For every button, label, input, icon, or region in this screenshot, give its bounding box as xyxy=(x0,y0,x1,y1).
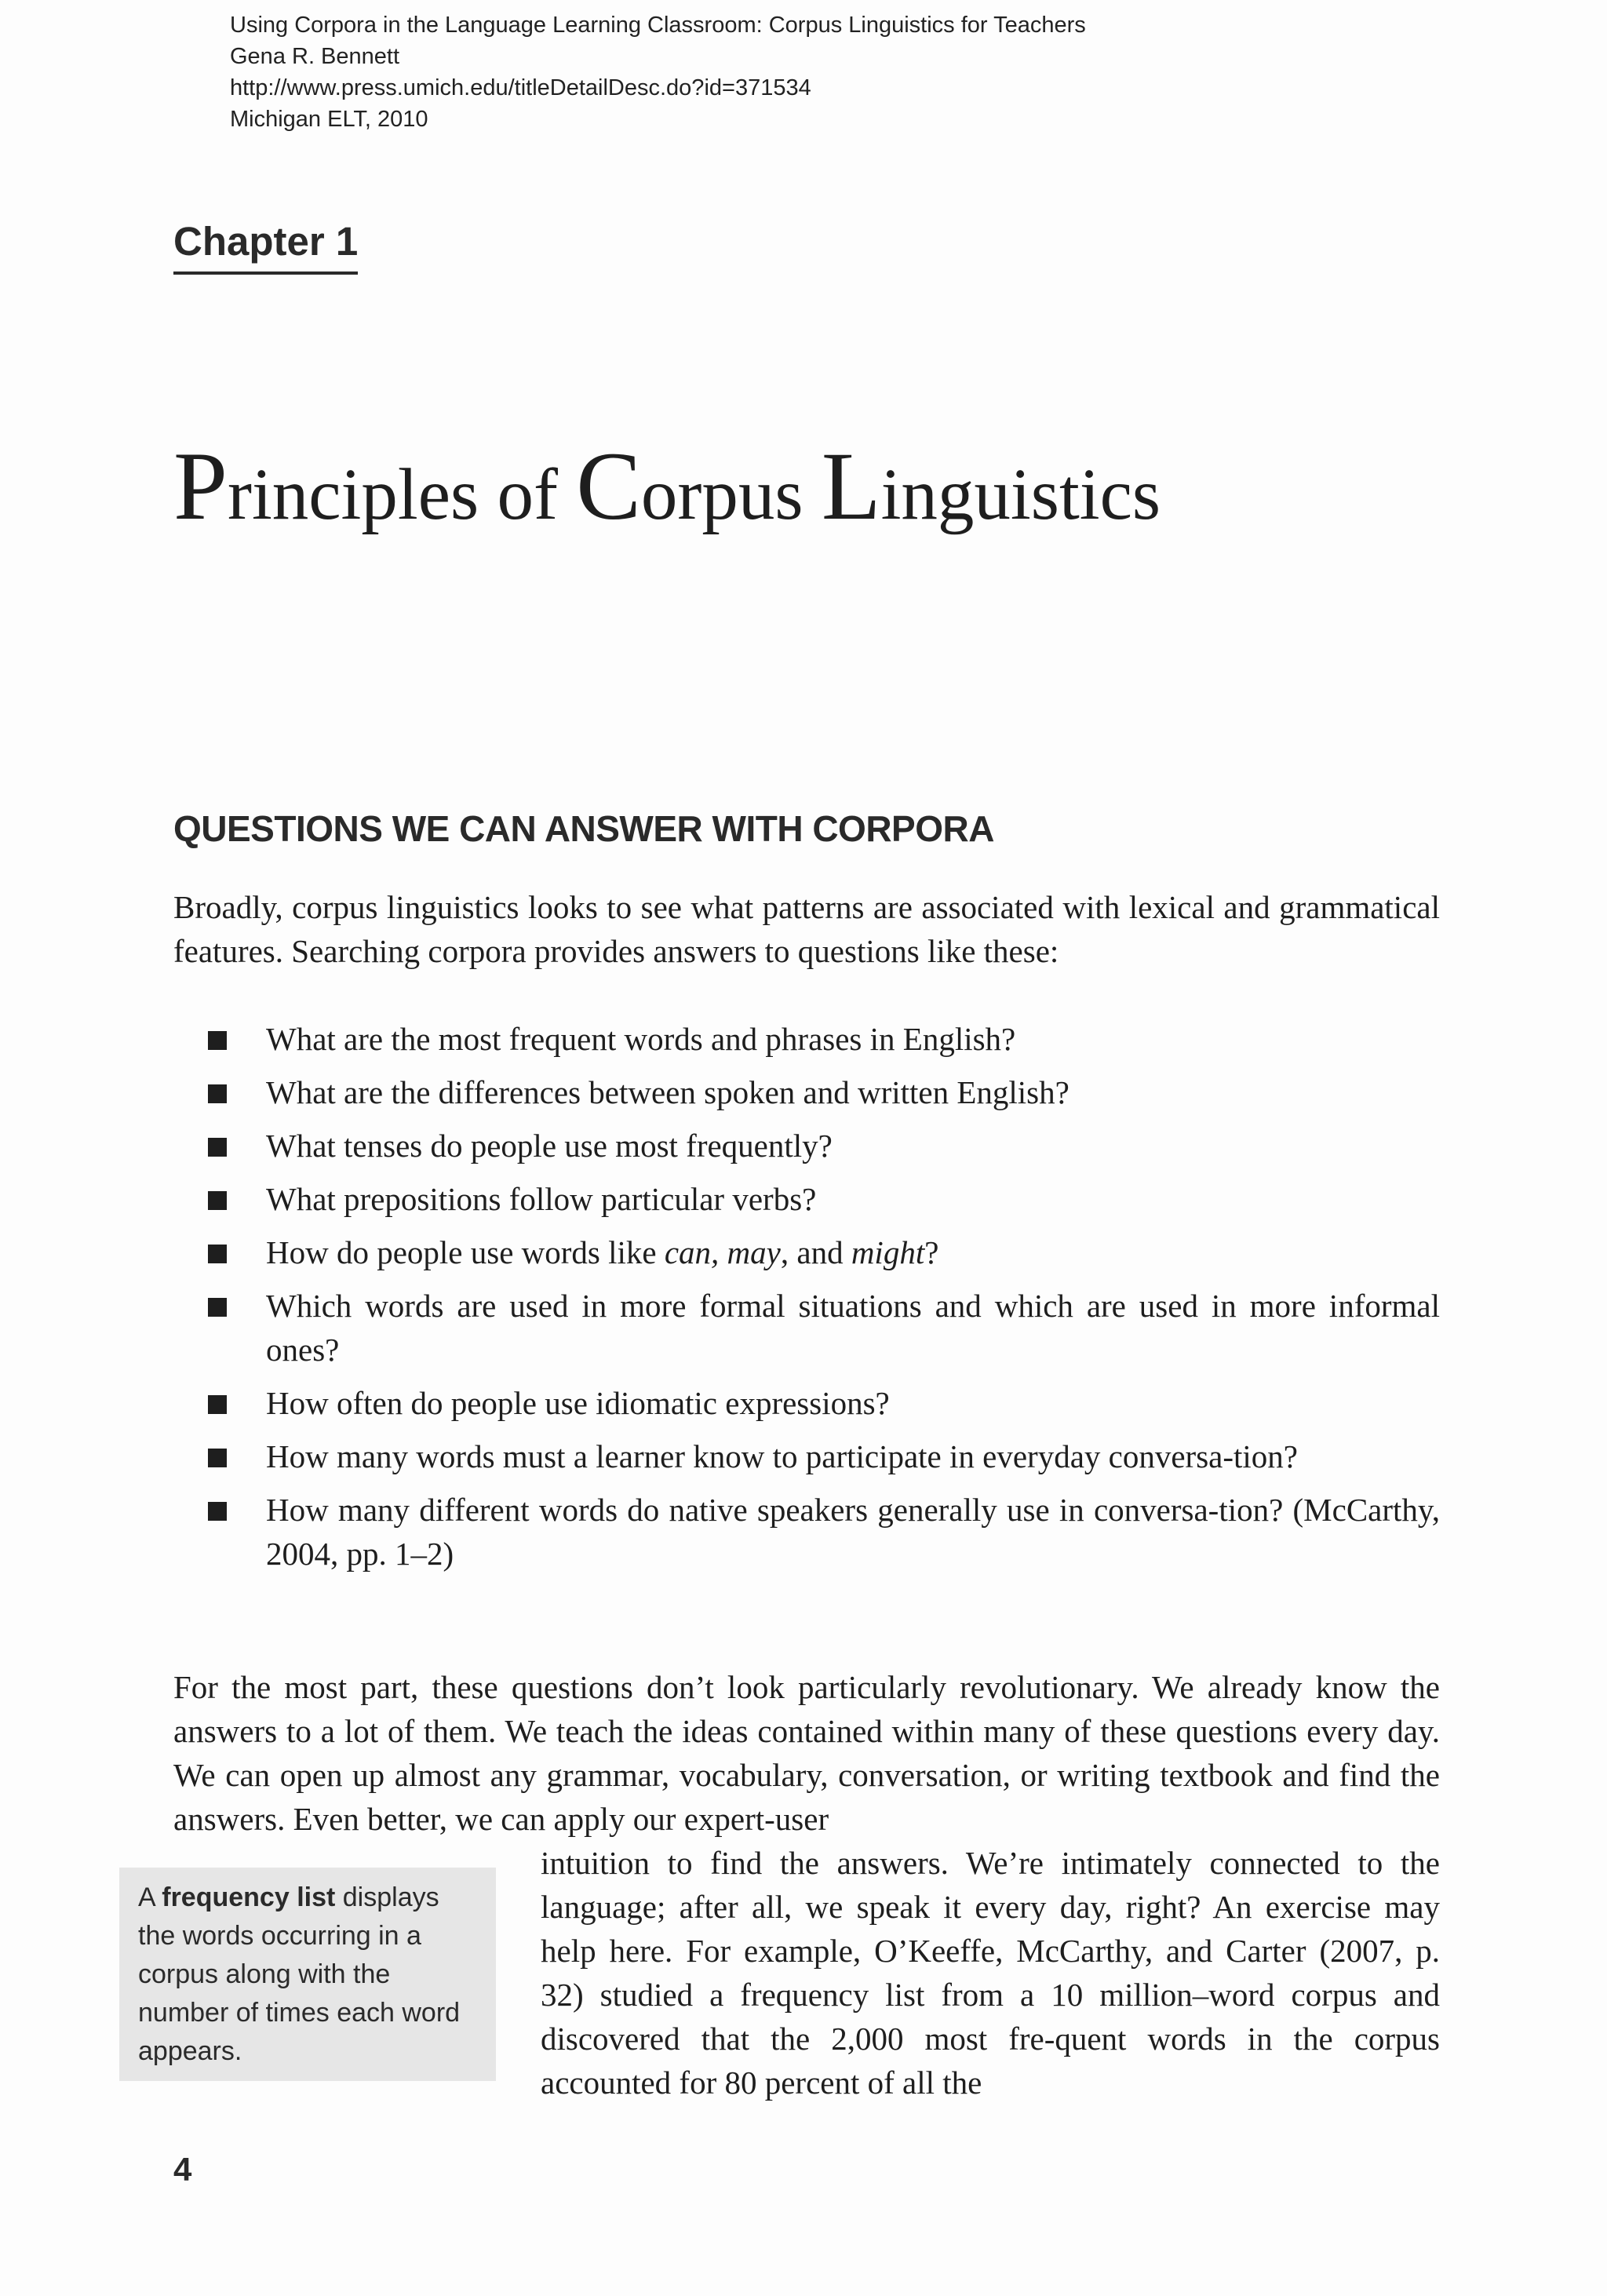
title-word-rinciples: rinciples xyxy=(227,454,479,535)
page-number: 4 xyxy=(173,2151,192,2188)
title-cap-l: L xyxy=(821,432,881,540)
list-item-text: What are the differences between spoken and written English? xyxy=(266,1074,1070,1110)
bullet-square-icon xyxy=(208,1449,227,1467)
bullet-square-icon xyxy=(208,1298,227,1317)
list-item-text xyxy=(266,1234,938,1270)
list-item-text: What are the most frequent words and phrases in English? xyxy=(266,1021,1016,1057)
title-word-inguistics: inguistics xyxy=(880,454,1161,535)
header-book-title: Using Corpora in the Language Learning Classroom: Corpus Linguistics for Teachers xyxy=(230,13,1086,38)
body-paragraph-2-continued: intuition to find the answers. We’re intimately connected to the language; after all, we speak it every day, right? An exercise may help here. For example, O’Keeffe, McCarthy, and Carter (2007, p. 32) studied a frequency list from a 10 million–word corpus and discovered that the 2,000 most fre-quent words in the corpus accounted for 80 percent of all the xyxy=(541,1845,1440,2101)
intro-paragraph: Broadly, corpus linguistics looks to see what patterns are associated with lexical and grammatical features. Searching corpora provides answers to questions like these: xyxy=(173,889,1440,969)
bullet-square-icon xyxy=(208,1138,227,1157)
title-word-orpus: orpus xyxy=(640,454,804,535)
q5-text-mid: , and xyxy=(780,1234,851,1270)
list-item xyxy=(173,1124,1440,1168)
bullet-square-icon xyxy=(208,1031,227,1050)
bullet-square-icon xyxy=(208,1245,227,1263)
list-item-text: How often do people use idiomatic expressions? xyxy=(266,1385,890,1421)
list-item-text: Which words are used in more formal situations and which are used in more informal ones? xyxy=(266,1288,1440,1368)
sidebar-text-post: displays the words occurring in a corpus along with the number of times each word appears. xyxy=(138,1882,461,2066)
list-item xyxy=(173,1017,1440,1061)
questions-list xyxy=(173,1017,1440,1585)
q5-italic-might: might xyxy=(851,1234,925,1270)
sidebar-definition-box xyxy=(119,1868,496,2081)
chapter-label: Chapter 1 xyxy=(173,218,358,275)
bullet-square-icon xyxy=(208,1084,227,1103)
title-cap-c: C xyxy=(576,432,641,540)
list-item-text: How many words must a learner know to participate in everyday conversa-tion? xyxy=(266,1438,1298,1474)
list-item xyxy=(173,1177,1440,1221)
list-item xyxy=(173,1070,1440,1114)
q5-text-post: ? xyxy=(924,1234,939,1270)
bullet-square-icon xyxy=(208,1191,227,1210)
list-item xyxy=(173,1381,1440,1425)
title-cap-p: P xyxy=(173,432,228,540)
list-item-text: How many different words do native speakers generally use in conversa-tion? (McCarthy, 2004, pp. 1–2) xyxy=(266,1492,1440,1572)
list-item xyxy=(173,1230,1440,1274)
header-author: Gena R. Bennett xyxy=(230,44,400,69)
q5-text-pre: How do people use words like xyxy=(266,1234,665,1270)
list-item xyxy=(173,1488,1440,1576)
title-word-of: of xyxy=(479,454,577,535)
list-item-text: What tenses do people use most frequently? xyxy=(266,1128,833,1164)
citation-header xyxy=(230,9,1086,135)
body-paragraph-2: For the most part, these questions don’t look particularly revolutionary. We already know the answers to a lot of them. We teach the ideas contained within many of these questions every day. We can open up almost any grammar, vocabulary, conversation, or writing textbook and find the answers. Even better, we can apply our expert-user xyxy=(173,1669,1440,1837)
sidebar-text-pre: A xyxy=(138,1882,162,1912)
bullet-square-icon xyxy=(208,1502,227,1521)
chapter-title xyxy=(173,432,1161,542)
header-url: http://www.press.umich.edu/titleDetailDesc.do?id=371534 xyxy=(230,75,811,100)
list-item xyxy=(173,1434,1440,1478)
list-item-text: What prepositions follow particular verbs? xyxy=(266,1181,817,1217)
q5-italic-can-may: can, may xyxy=(664,1234,781,1270)
list-item xyxy=(173,1284,1440,1372)
header-publisher: Michigan ELT, 2010 xyxy=(230,107,428,132)
bullet-square-icon xyxy=(208,1395,227,1414)
sidebar-term: frequency list xyxy=(162,1882,336,1912)
section-heading: QUESTIONS WE CAN ANSWER WITH CORPORA xyxy=(173,808,994,849)
